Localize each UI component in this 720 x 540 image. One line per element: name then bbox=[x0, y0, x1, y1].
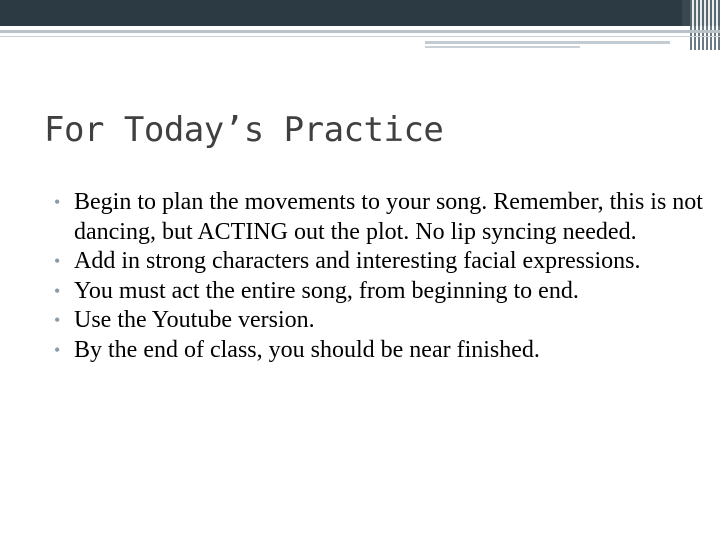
slide-title: For Today’s Practice bbox=[44, 110, 444, 150]
bullet-icon: • bbox=[54, 280, 61, 301]
bullet-icon: • bbox=[54, 339, 61, 360]
bullet-icon: • bbox=[54, 310, 61, 330]
bullet-item bbox=[54, 277, 704, 307]
decorative-stripes bbox=[690, 0, 720, 50]
bullet-icon: • bbox=[54, 251, 61, 271]
bullet-text: Use the Youtube version. bbox=[74, 307, 315, 333]
bullet-text: Add in strong characters and interesting facial expressions. bbox=[74, 248, 641, 274]
accent-bar bbox=[425, 41, 670, 44]
bullet-icon: • bbox=[54, 192, 61, 212]
accent-bar-short bbox=[425, 46, 580, 48]
header-rule-secondary bbox=[0, 36, 720, 37]
bullet-list bbox=[54, 188, 704, 365]
bullet-item bbox=[54, 336, 704, 366]
bullet-item bbox=[54, 247, 704, 277]
bullet-text: By the end of class, you should be near finished. bbox=[74, 336, 540, 363]
bullet-text: Begin to plan the movements to your song. Remember, this is not dancing, but ACTING out the plot. No lip syncing needed. bbox=[74, 189, 703, 245]
header-rule bbox=[0, 30, 720, 33]
bullet-text: You must act the entire song, from beginning to end. bbox=[74, 277, 579, 304]
bullet-item bbox=[54, 306, 704, 336]
header-band bbox=[0, 0, 720, 26]
bullet-item bbox=[54, 188, 704, 247]
